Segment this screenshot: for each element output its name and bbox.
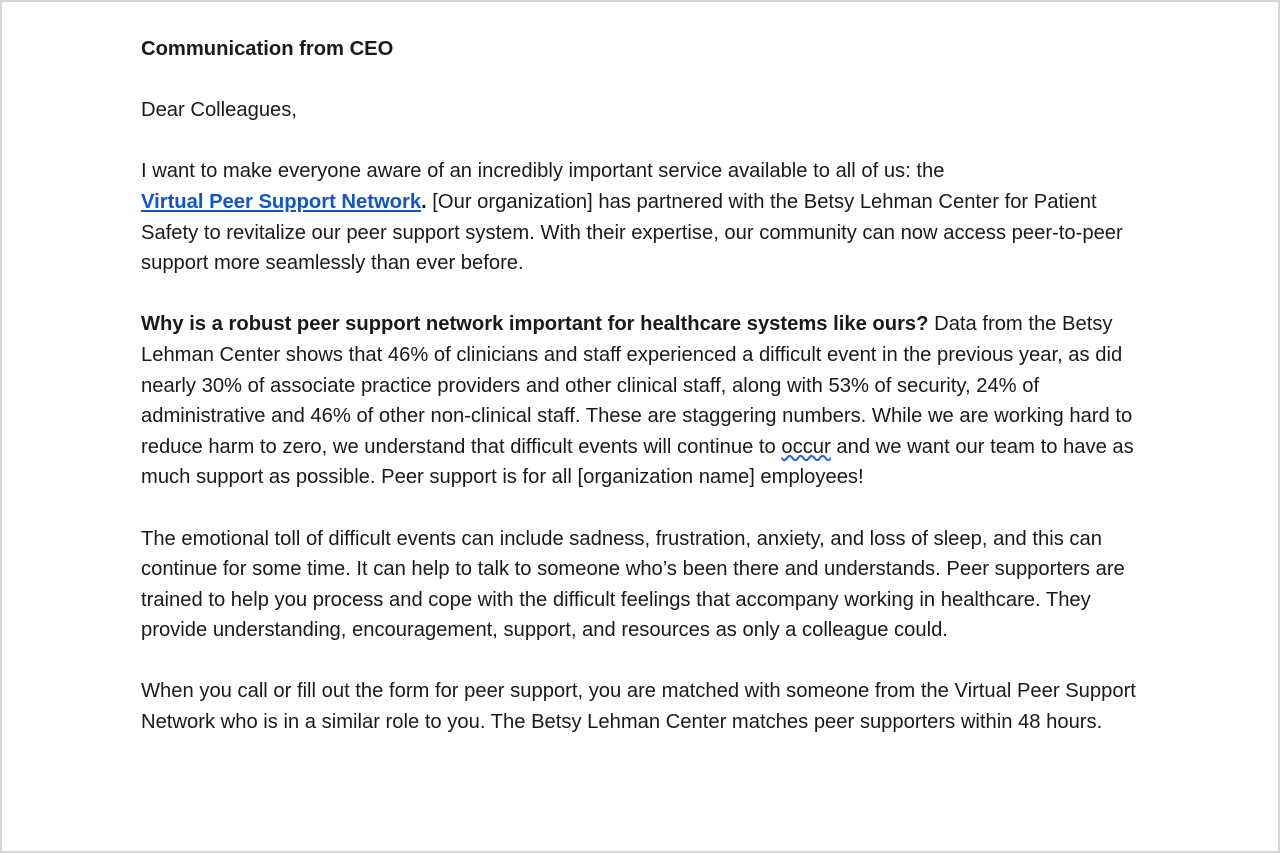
paragraph-importance <box>141 309 1151 493</box>
paragraph-emotional-toll: The emotional toll of difficult events can include sadness, frustration, anxiety, and loss of sleep, and this can continue for some time. It can help to talk to someone who’s been there and understands. Peer supporters are trained to help you process and cope with the difficult feelings that accompany working in healthcare. They provide understanding, encouragement, support, and resources as only a colleague could. <box>141 527 1125 642</box>
virtual-peer-support-network-link[interactable]: Virtual Peer Support Network <box>141 190 422 213</box>
importance-text-continued: and we want our team to have as much support as possible. Peer support is for all [organization name] employees! <box>141 435 1134 489</box>
paragraph-intro <box>141 156 1151 278</box>
link-period: . <box>421 190 427 213</box>
spellcheck-flagged-word[interactable]: occur <box>781 435 831 458</box>
paragraph-matching: When you call or fill out the form for peer support, you are matched with someone from the Virtual Peer Support Network who is in a similar role to you. The Betsy Lehman Center matches peer supporters within 48 hours. <box>141 680 1136 734</box>
importance-text: Data from the Betsy Lehman Center shows that 46% of clinicians and staff experienced a difficult event in the previous year, as did nearly 30% of associate practice providers and other clinical staff, along with 53% of security, 24% of administrative and 46% of other non-clinical staff. These are staggering numbers. While we are working hard to reduce harm to zero, we understand that difficult events will continue to <box>141 313 1133 458</box>
importance-question: Why is a robust peer support network important for healthcare systems like ours? <box>141 313 929 336</box>
intro-text-continued: [Our organization] has partnered with the Betsy Lehman Center for Patient Safety to revitalize our peer support system. With their expertise, our community can now access peer-to-peer support more seamlessly than ever before. <box>141 190 1123 275</box>
intro-text: I want to make everyone aware of an incredibly important service available to all of us: the <box>141 160 945 183</box>
document-title: Communication from CEO <box>141 38 394 60</box>
document-body <box>141 34 1151 738</box>
greeting: Dear Colleagues, <box>141 99 297 122</box>
